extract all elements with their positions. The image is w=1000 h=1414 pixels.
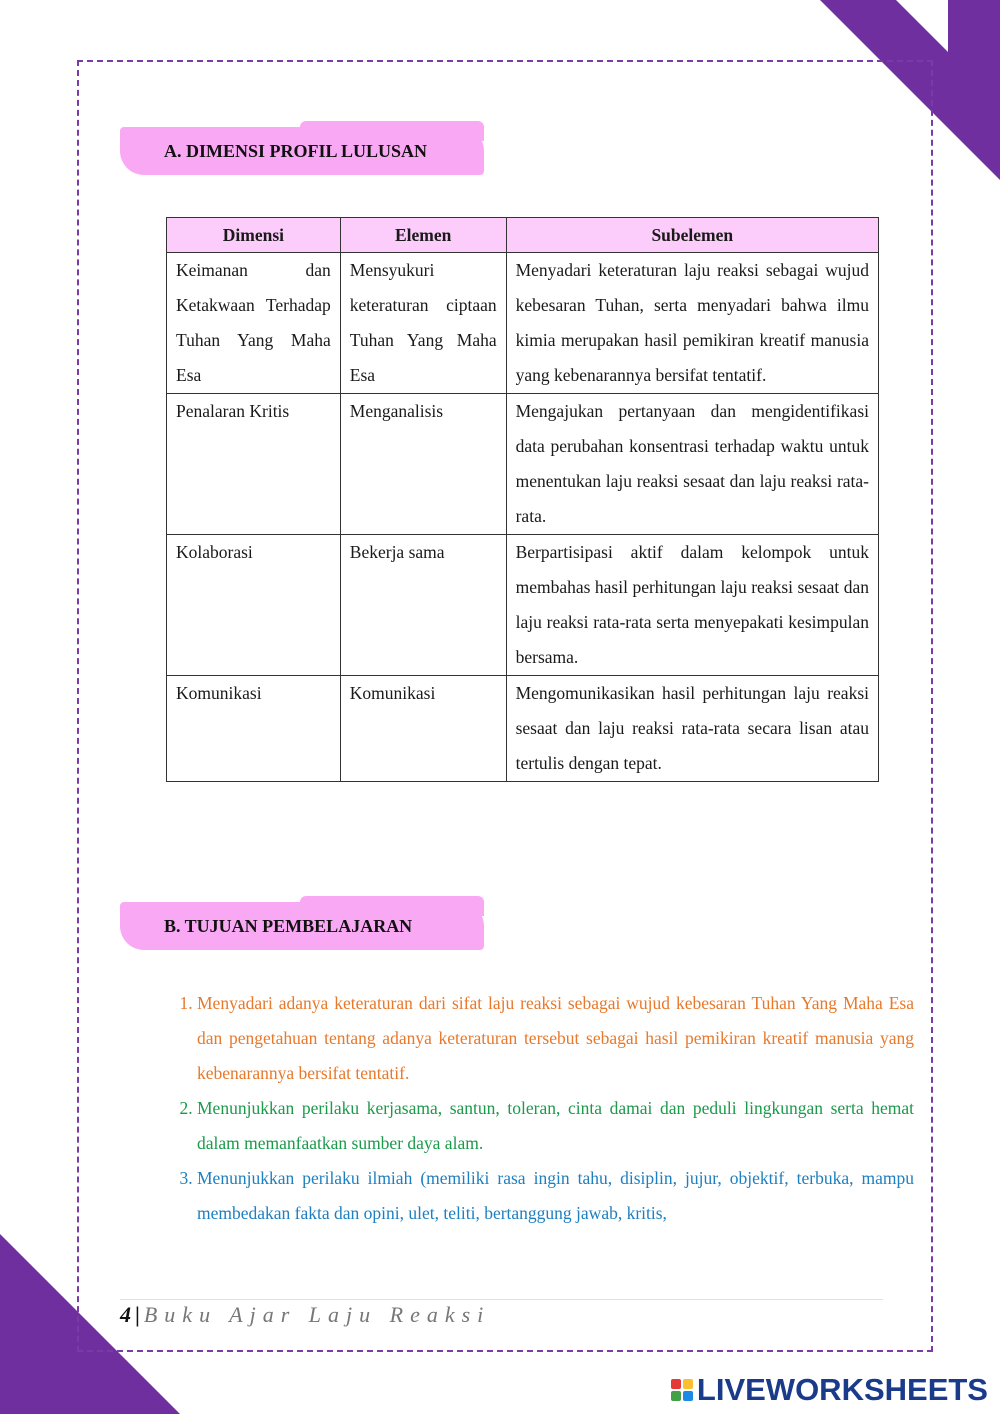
table-row bbox=[167, 394, 879, 535]
list-item bbox=[197, 1161, 914, 1231]
list-item-text: Menyadari adanya keteraturan dari sifat laju reaksi sebagai wujud kebesaran Tuhan Yang Maha Esa dan pengetahuan tentang adanya keteraturan tersebut sebagai hasil pemikiran kreatif manusia yang kebenarannya bersifat tentatif. bbox=[197, 993, 914, 1083]
section-a-banner bbox=[120, 127, 484, 175]
liveworksheets-icon bbox=[671, 1379, 693, 1401]
section-b-banner bbox=[120, 902, 484, 950]
brand-name: LIVEWORKSHEETS bbox=[696, 1372, 988, 1407]
cell-dimensi: Keimanan dan Ketakwaan Terhadap Tuhan Yang Maha Esa bbox=[167, 253, 341, 394]
list-item bbox=[197, 986, 914, 1091]
cell-elemen: Bekerja sama bbox=[340, 535, 506, 676]
section-b-title: B. TUJUAN PEMBELAJARAN bbox=[164, 916, 413, 936]
page-footer bbox=[120, 1302, 490, 1328]
cell-elemen: Mensyukuri keteraturan ciptaan Tuhan Yang Maha Esa bbox=[340, 253, 506, 394]
table-row bbox=[167, 676, 879, 782]
banner-tab bbox=[300, 896, 484, 916]
cell-subelemen: Mengomunikasikan hasil perhitungan laju reaksi sesaat dan laju reaksi rata-rata secara lisan atau tertulis dengan tepat. bbox=[506, 676, 878, 782]
cell-subelemen: Berpartisipasi aktif dalam kelompok untuk membahas hasil perhitungan laju reaksi sesaat dan laju reaksi rata-rata serta menyepakati kesimpulan bersama. bbox=[506, 535, 878, 676]
cell-subelemen: Menyadari keteraturan laju reaksi sebagai wujud kebesaran Tuhan, serta menyadari bahwa ilmu kimia merupakan hasil pemikiran kreatif manusia yang kebenarannya bersifat tentatif. bbox=[506, 253, 878, 394]
page-number: 4 bbox=[120, 1302, 131, 1327]
header-subelemen: Subelemen bbox=[506, 218, 878, 253]
table-row bbox=[167, 253, 879, 394]
footer-divider bbox=[120, 1299, 883, 1300]
header-dimensi: Dimensi bbox=[167, 218, 341, 253]
cell-subelemen: Mengajukan pertanyaan dan mengidentifikasi data perubahan konsentrasi terhadap waktu untuk menentukan laju reaksi sesaat dan laju reaksi rata-rata. bbox=[506, 394, 878, 535]
profil-lulusan-table bbox=[166, 217, 879, 782]
list-item-text: Menunjukkan perilaku ilmiah (memiliki rasa ingin tahu, disiplin, jujur, objektif, terbuka, mampu membedakan fakta dan opini, ulet, teliti, bertanggung jawab, kritis, bbox=[197, 1168, 914, 1223]
cell-dimensi: Komunikasi bbox=[167, 676, 341, 782]
header-elemen: Elemen bbox=[340, 218, 506, 253]
corner-decoration-cut bbox=[896, 0, 948, 52]
book-title: Buku Ajar Laju Reaksi bbox=[143, 1302, 491, 1327]
cell-dimensi: Penalaran Kritis bbox=[167, 394, 341, 535]
section-a-title: A. DIMENSI PROFIL LULUSAN bbox=[164, 141, 428, 161]
table-row bbox=[167, 535, 879, 676]
tujuan-pembelajaran-list bbox=[162, 986, 914, 1231]
list-item bbox=[197, 1091, 914, 1161]
table-header-row bbox=[167, 218, 879, 253]
cell-elemen: Menganalisis bbox=[340, 394, 506, 535]
cell-elemen: Komunikasi bbox=[340, 676, 506, 782]
liveworksheets-logo[interactable] bbox=[671, 1372, 988, 1408]
cell-dimensi: Kolaborasi bbox=[167, 535, 341, 676]
footer-separator: | bbox=[135, 1302, 140, 1327]
banner-tab bbox=[300, 121, 484, 141]
list-item-text: Menunjukkan perilaku kerjasama, santun, toleran, cinta damai dan peduli lingkungan serta hemat dalam memanfaatkan sumber daya alam. bbox=[197, 1098, 914, 1153]
